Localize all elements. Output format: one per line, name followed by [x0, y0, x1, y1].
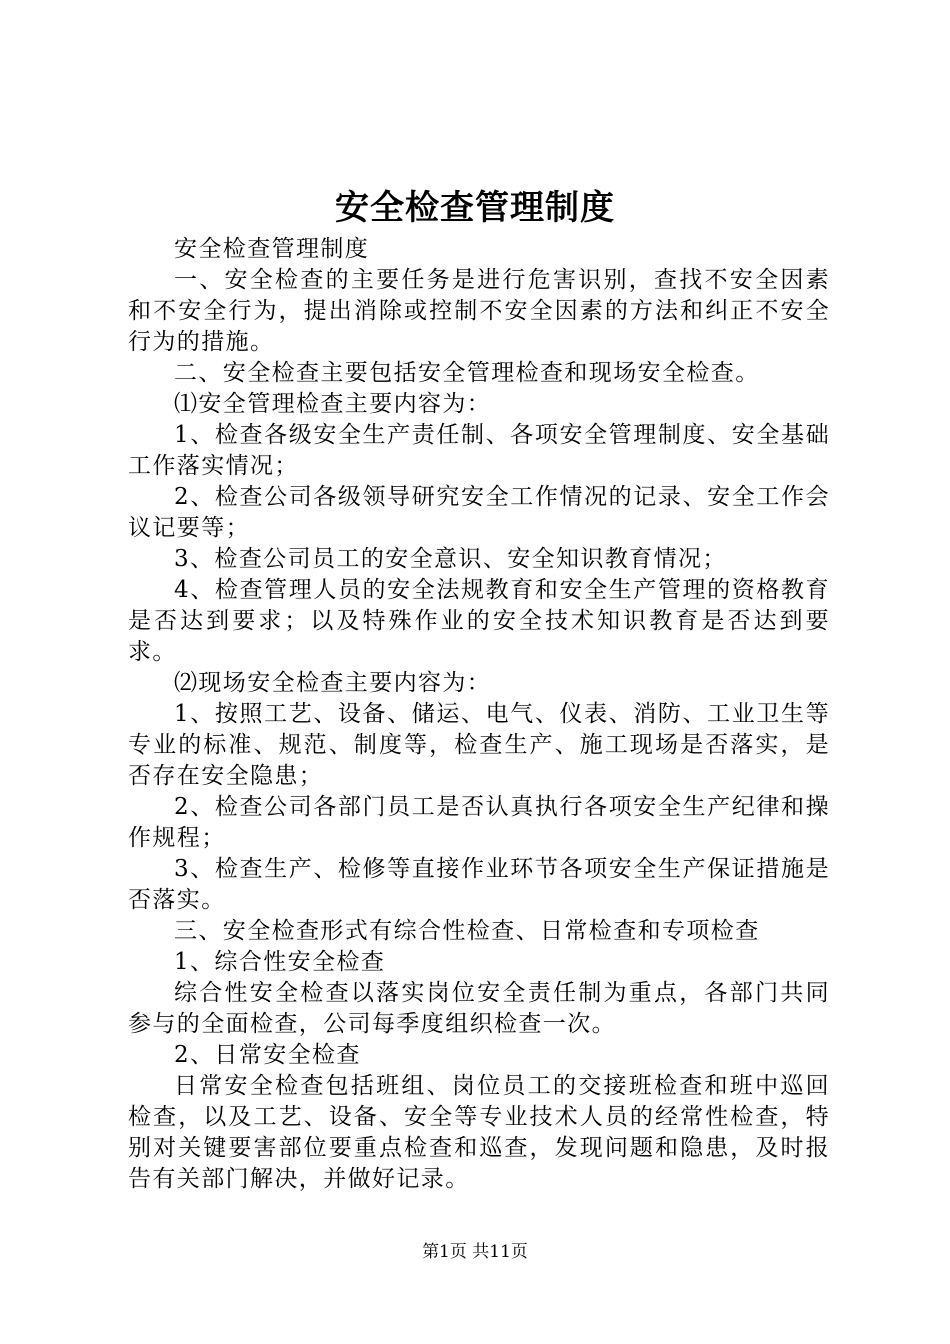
document-title: 安全检查管理制度 — [335, 188, 615, 228]
paragraph: 一、安全检查的主要任务是进行危害识别，查找不安全因素和不安全行为，提出消除或控制不安全因素的方法和纠正不安全行为的措施。 — [128, 267, 830, 355]
paragraph: 3、检查生产、检修等直接作业环节各项安全生产保证措施是否落实。 — [128, 856, 830, 913]
paragraph: 2、检查公司各级领导研究安全工作情况的记录、安全工作会议记要等； — [128, 484, 830, 541]
paragraph: 1、检查各级安全生产责任制、各项安全管理制度、安全基础工作落实情况； — [128, 422, 830, 479]
paragraph: 1、按照工艺、设备、储运、电气、仪表、消防、工业卫生等专业的标准、规范、制度等，检查生产、施工现场是否落实，是否存在安全隐患； — [128, 701, 830, 789]
paragraph: 安全检查管理制度 — [174, 236, 370, 262]
paragraph: 三、安全检查形式有综合性检查、日常检查和专项检查 — [174, 918, 760, 944]
paragraph: 2、检查公司各部门员工是否认真执行各项安全生产纪律和操作规程； — [128, 794, 830, 851]
paragraph: 3、检查公司员工的安全意识、安全知识教育情况； — [174, 546, 727, 572]
page-number-footer: 第1页 共11页 — [422, 1242, 528, 1262]
paragraph: 1、综合性安全检查 — [174, 949, 386, 975]
paragraph: 二、安全检查主要包括安全管理检查和现场安全检查。 — [174, 360, 760, 386]
paragraph: ⑵现场安全检查主要内容为： — [174, 670, 492, 696]
paragraph: 综合性安全检查以落实岗位安全责任制为重点，各部门共同参与的全面检查，公司每季度组织检查一次。 — [128, 980, 830, 1037]
document-body — [128, 234, 830, 1195]
paragraph: 4、检查管理人员的安全法规教育和安全生产管理的资格教育是否达到要求；以及特殊作业的安全技术知识教育是否达到要求。 — [128, 577, 830, 665]
paragraph: ⑴安全管理检查主要内容为： — [174, 391, 492, 417]
paragraph: 2、日常安全检查 — [174, 1042, 361, 1068]
paragraph: 日常安全检查包括班组、岗位员工的交接班检查和班中巡回检查，以及工艺、设备、安全等专业技术人员的经常性检查，特别对关键要害部位要重点检查和巡查，发现问题和隐患，及时报告有关部门解决，并做好记录。 — [128, 1073, 830, 1192]
